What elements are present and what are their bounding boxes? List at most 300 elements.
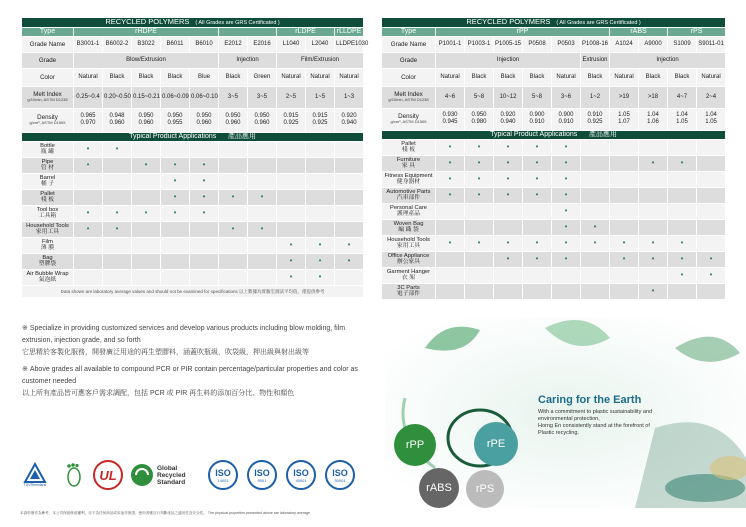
iso-50001-logo-icon: ISO 50001 xyxy=(323,459,357,491)
colors-cell: Black xyxy=(103,68,132,86)
footprint-logo-icon xyxy=(62,461,86,489)
melt-cell: 10~12 xyxy=(494,86,523,108)
application-mark xyxy=(248,237,277,253)
density-cell: 0.915 0.925 xyxy=(306,108,335,132)
application-mark xyxy=(335,237,364,253)
grade-group: Film/Extrusion xyxy=(277,52,364,68)
application-row xyxy=(382,267,726,283)
application-mark xyxy=(248,269,277,285)
density-label: Density g/cm³, ASTM D1505 xyxy=(22,108,74,132)
application-mark xyxy=(161,253,190,269)
application-mark xyxy=(465,283,494,299)
application-mark xyxy=(697,283,726,299)
melt-cell: 1~5 xyxy=(306,86,335,108)
application-mark xyxy=(277,253,306,269)
rpp-circle: rPP xyxy=(394,424,436,466)
application-mark xyxy=(436,155,465,171)
application-mark xyxy=(668,283,697,299)
application-mark xyxy=(306,269,335,285)
application-mark xyxy=(161,141,190,157)
density-cell: 0.950 0.960 xyxy=(219,108,248,132)
bullet-dot-icon: • xyxy=(506,254,510,264)
application-mark xyxy=(103,205,132,221)
application-mark xyxy=(552,235,581,251)
bullet-dot-icon: • xyxy=(535,174,539,184)
application-mark xyxy=(161,269,190,285)
bullet-dot-icon: • xyxy=(231,224,235,234)
density-cell: 1.05 1.07 xyxy=(610,108,639,130)
application-mark xyxy=(668,155,697,171)
grs-logo-icon: Global Recycled Standard xyxy=(130,462,200,488)
melt-index-label: Melt Index g/10min, ASTM D1238 xyxy=(22,86,74,108)
application-mark xyxy=(581,187,610,203)
bullet-dot-icon: • xyxy=(477,238,481,248)
application-mark xyxy=(306,157,335,173)
application-row xyxy=(382,139,726,155)
bullet-dot-icon: • xyxy=(506,238,510,248)
bullet-dot-icon: • xyxy=(289,256,293,266)
application-mark xyxy=(161,237,190,253)
application-mark xyxy=(103,221,132,237)
bullet-dot-icon: • xyxy=(144,208,148,218)
bullet-dot-icon: • xyxy=(260,224,264,234)
grades-cell: L2040 xyxy=(306,36,335,52)
melt-cell: 0.15~0.21 xyxy=(132,86,161,108)
application-mark xyxy=(74,269,103,285)
application-mark xyxy=(277,237,306,253)
bullet-dot-icon: • xyxy=(173,176,177,186)
density-cell: 0.920 0.940 xyxy=(335,108,364,132)
bullet-dot-icon: • xyxy=(477,174,481,184)
grade-group: Injection xyxy=(219,52,277,68)
application-mark xyxy=(697,219,726,235)
application-mark xyxy=(306,221,335,237)
application-mark xyxy=(697,171,726,187)
rpe-circle: rPE xyxy=(474,422,518,466)
bullet-dot-icon: • xyxy=(564,142,568,152)
application-mark xyxy=(639,267,668,283)
application-row xyxy=(382,187,726,203)
application-mark xyxy=(523,235,552,251)
iso-14001-logo-icon: ISO 14001 xyxy=(206,459,240,491)
application-mark xyxy=(639,219,668,235)
type-rhdpe: rHDPE xyxy=(74,27,219,36)
application-mark xyxy=(581,219,610,235)
application-label: Automotive Parts 汽車部件 xyxy=(382,187,436,203)
bullet-dot-icon: • xyxy=(448,158,452,168)
application-mark xyxy=(132,221,161,237)
application-label: Tool box 工具箱 xyxy=(22,205,74,221)
application-mark xyxy=(465,251,494,267)
application-mark xyxy=(610,203,639,219)
application-mark xyxy=(581,203,610,219)
bullet-dot-icon: • xyxy=(115,144,119,154)
application-label: Bottle 瓶 罐 xyxy=(22,141,74,157)
bullet-dot-icon: • xyxy=(448,190,452,200)
bullet-dot-icon: • xyxy=(506,190,510,200)
application-mark xyxy=(494,283,523,299)
grades-cell: S9011-01 xyxy=(697,36,726,52)
certification-logos xyxy=(0,456,385,494)
colors-cell: Black xyxy=(494,68,523,86)
bullet-dot-icon: • xyxy=(622,238,626,248)
grade-name-label: Grade Name xyxy=(22,36,74,52)
type-rps: rPS xyxy=(668,27,726,36)
melt-cell: 0.25~0.4 xyxy=(74,86,103,108)
type-rabs: rABS xyxy=(610,27,668,36)
application-mark xyxy=(552,155,581,171)
left-spec-table xyxy=(21,17,369,298)
bullet-dot-icon: • xyxy=(680,158,684,168)
application-mark xyxy=(190,205,219,221)
application-mark xyxy=(552,203,581,219)
bullet-dot-icon: • xyxy=(651,286,655,296)
iso-9001-logo-icon: ISO 9001 xyxy=(245,459,279,491)
grade-group: Blow/Extrusion xyxy=(74,52,219,68)
grades-cell: B3001-1 xyxy=(74,36,103,52)
application-mark xyxy=(552,139,581,155)
bullet-dot-icon: • xyxy=(448,142,452,152)
bullet-dot-icon: • xyxy=(709,270,713,280)
application-mark xyxy=(190,269,219,285)
application-mark xyxy=(103,237,132,253)
bullet-dot-icon: • xyxy=(535,238,539,248)
application-row xyxy=(382,283,726,299)
bullet-dot-icon: • xyxy=(202,208,206,218)
colors-cell: Black xyxy=(523,68,552,86)
density-cell: 0.950 0.960 xyxy=(190,108,219,132)
density-cell: 0.965 0.970 xyxy=(74,108,103,132)
bullet-dot-icon: • xyxy=(535,190,539,200)
bullet-dot-icon: • xyxy=(202,176,206,186)
application-mark xyxy=(74,221,103,237)
application-mark xyxy=(581,139,610,155)
application-mark xyxy=(74,157,103,173)
bullet-dot-icon: • xyxy=(231,192,235,202)
application-label: Pipe 管 材 xyxy=(22,157,74,173)
rabs-circle: rABS xyxy=(419,468,459,508)
application-mark xyxy=(436,139,465,155)
bullet-dot-icon: • xyxy=(680,238,684,248)
iso-45001-logo-icon: ISO 45001 xyxy=(284,459,318,491)
application-mark xyxy=(552,219,581,235)
bullet-dot-icon: • xyxy=(347,240,351,250)
application-label: Fitness Equipment 健身器材 xyxy=(382,171,436,187)
application-row xyxy=(22,173,364,189)
application-mark xyxy=(610,251,639,267)
application-mark xyxy=(697,267,726,283)
application-mark xyxy=(494,155,523,171)
density-cell: 1.04 1.05 xyxy=(668,108,697,130)
application-mark xyxy=(103,253,132,269)
bullet-dot-icon: • xyxy=(448,174,452,184)
density-cell: 1.04 1.05 xyxy=(697,108,726,130)
density-cell: 0.910 0.925 xyxy=(581,108,610,130)
application-row xyxy=(382,203,726,219)
type-rlldpe: rLLDPE xyxy=(335,27,364,36)
application-mark xyxy=(277,269,306,285)
application-mark xyxy=(668,187,697,203)
bullet-dot-icon: • xyxy=(318,240,322,250)
application-mark xyxy=(610,171,639,187)
application-mark xyxy=(248,173,277,189)
grade-group: Injection xyxy=(610,52,726,68)
application-mark xyxy=(161,189,190,205)
bullet-dot-icon: • xyxy=(115,208,119,218)
application-mark xyxy=(436,267,465,283)
application-mark xyxy=(668,203,697,219)
colors-cell: Black xyxy=(132,68,161,86)
bullet-dot-icon: • xyxy=(86,160,90,170)
bullet-dot-icon: • xyxy=(289,272,293,282)
melt-cell: 5~8 xyxy=(523,86,552,108)
bullet-dot-icon: • xyxy=(651,254,655,264)
melt-cell: 0.06~0.10 xyxy=(190,86,219,108)
application-mark xyxy=(132,157,161,173)
application-mark xyxy=(494,267,523,283)
grades-cell: A9000 xyxy=(639,36,668,52)
application-mark xyxy=(161,221,190,237)
application-label: Air Bubble Wrap 氣泡紙 xyxy=(22,269,74,285)
caring-body: environmental protection, xyxy=(538,416,600,422)
grade-label: Grade xyxy=(382,52,436,68)
application-mark xyxy=(132,253,161,269)
application-row xyxy=(382,251,726,267)
application-mark xyxy=(668,171,697,187)
application-mark xyxy=(668,267,697,283)
melt-cell: 4~7 xyxy=(668,86,697,108)
application-mark xyxy=(523,171,552,187)
application-mark xyxy=(335,253,364,269)
application-mark xyxy=(639,171,668,187)
grade-group: Extrusion xyxy=(581,52,610,68)
grades-cell: P0508 xyxy=(523,36,552,52)
application-mark xyxy=(335,189,364,205)
application-row xyxy=(22,237,364,253)
application-mark xyxy=(639,187,668,203)
paragraph-compound: ※ Above grades all available to compound PCR or PIR contain percentage/particular properties and color as customer needed 以上所有產品皆可應客戶需求調配，包括 PCR 或 PIR 再生料的添加百分比、物性和顏色 xyxy=(22,366,358,397)
application-mark xyxy=(103,141,132,157)
bullet-dot-icon: • xyxy=(260,192,264,202)
application-mark xyxy=(190,221,219,237)
application-mark xyxy=(161,205,190,221)
application-mark xyxy=(248,221,277,237)
application-mark xyxy=(277,205,306,221)
application-mark xyxy=(610,155,639,171)
melt-cell: >18 xyxy=(639,86,668,108)
application-mark xyxy=(335,173,364,189)
color-label: Color xyxy=(22,68,74,86)
bullet-dot-icon: • xyxy=(173,208,177,218)
grades-cell: LLDPE1030 xyxy=(335,36,364,52)
colors-cell: Natural xyxy=(335,68,364,86)
application-mark xyxy=(103,189,132,205)
colors-cell: Green xyxy=(248,68,277,86)
application-mark xyxy=(523,219,552,235)
application-mark xyxy=(610,219,639,235)
bullet-dot-icon: • xyxy=(564,190,568,200)
melt-cell: 5~8 xyxy=(465,86,494,108)
colors-cell: Black xyxy=(219,68,248,86)
application-mark xyxy=(668,219,697,235)
grades-cell: B3022 xyxy=(132,36,161,52)
bullet-dot-icon: • xyxy=(680,270,684,280)
application-mark xyxy=(465,171,494,187)
application-mark xyxy=(335,269,364,285)
application-mark xyxy=(74,141,103,157)
density-cell: 0.950 0.955 xyxy=(161,108,190,132)
application-mark xyxy=(523,251,552,267)
application-label: 3C Parts 電子部件 xyxy=(382,283,436,299)
grades-cell: B6010 xyxy=(190,36,219,52)
bullet-dot-icon: • xyxy=(173,160,177,170)
caring-body: With a commitment to plastic sustainability and xyxy=(538,409,653,415)
density-cell: 0.900 0.910 xyxy=(552,108,581,130)
density-cell: 0.950 0.980 xyxy=(465,108,494,130)
bullet-dot-icon: • xyxy=(86,144,90,154)
grades-cell: P1001-1 xyxy=(436,36,465,52)
right-table-title: RECYCLED POLYMERS ( All Grades are GRS Certificated ) xyxy=(382,18,726,28)
caring-block xyxy=(538,394,728,437)
bullet-dot-icon: • xyxy=(564,254,568,264)
application-mark xyxy=(248,141,277,157)
application-mark xyxy=(697,187,726,203)
density-cell: 0.930 0.945 xyxy=(436,108,465,130)
application-mark xyxy=(190,253,219,269)
colors-cell: Natural xyxy=(74,68,103,86)
application-mark xyxy=(494,219,523,235)
bullet-dot-icon: • xyxy=(202,160,206,170)
application-mark xyxy=(436,187,465,203)
application-mark xyxy=(219,173,248,189)
application-mark xyxy=(552,283,581,299)
melt-cell: 2~5 xyxy=(277,86,306,108)
application-mark xyxy=(610,283,639,299)
application-mark xyxy=(436,235,465,251)
application-row xyxy=(22,269,364,285)
grades-cell: E2012 xyxy=(219,36,248,52)
application-mark xyxy=(436,251,465,267)
application-mark xyxy=(103,173,132,189)
application-row xyxy=(22,205,364,221)
bullet-dot-icon: • xyxy=(651,158,655,168)
application-mark xyxy=(581,171,610,187)
application-mark xyxy=(277,189,306,205)
application-mark xyxy=(494,203,523,219)
application-mark xyxy=(465,203,494,219)
type-rpp: rPP xyxy=(436,27,610,36)
application-mark xyxy=(581,235,610,251)
application-mark xyxy=(161,157,190,173)
application-row xyxy=(22,221,364,237)
bullet-dot-icon: • xyxy=(535,142,539,152)
bullet-dot-icon: • xyxy=(318,256,322,266)
melt-cell: 3~5 xyxy=(248,86,277,108)
application-mark xyxy=(523,139,552,155)
colors-cell: Black xyxy=(668,68,697,86)
application-mark xyxy=(523,203,552,219)
application-mark xyxy=(465,267,494,283)
bullet-dot-icon: • xyxy=(173,192,177,202)
application-mark xyxy=(523,155,552,171)
application-mark xyxy=(697,155,726,171)
melt-cell: 3~5 xyxy=(219,86,248,108)
application-mark xyxy=(103,157,132,173)
type-label: Type xyxy=(382,27,436,36)
application-mark xyxy=(219,157,248,173)
application-mark xyxy=(494,187,523,203)
application-mark xyxy=(436,203,465,219)
application-mark xyxy=(219,205,248,221)
application-mark xyxy=(668,251,697,267)
bullet-dot-icon: • xyxy=(202,192,206,202)
application-label: Bag 塑膠袋 xyxy=(22,253,74,269)
bullet-dot-icon: • xyxy=(289,240,293,250)
bullet-dot-icon: • xyxy=(86,208,90,218)
application-mark xyxy=(552,251,581,267)
application-mark xyxy=(465,235,494,251)
grade-label: Grade xyxy=(22,52,74,68)
grades-cell: P0503 xyxy=(552,36,581,52)
application-mark xyxy=(306,173,335,189)
application-mark xyxy=(248,205,277,221)
application-mark xyxy=(219,221,248,237)
application-mark xyxy=(465,187,494,203)
bullet-dot-icon: • xyxy=(86,224,90,234)
application-mark xyxy=(523,187,552,203)
application-mark xyxy=(277,141,306,157)
grades-cell: P1005-15 xyxy=(494,36,523,52)
application-row xyxy=(22,157,364,173)
melt-cell: 3~6 xyxy=(552,86,581,108)
grades-cell: S1009 xyxy=(668,36,697,52)
application-label: Barrel 桶 子 xyxy=(22,173,74,189)
bullet-dot-icon: • xyxy=(448,238,452,248)
application-mark xyxy=(639,155,668,171)
application-mark xyxy=(335,157,364,173)
colors-cell: Natural xyxy=(697,68,726,86)
application-mark xyxy=(219,189,248,205)
bullet-dot-icon: • xyxy=(477,190,481,200)
density-cell: 0.920 0.940 xyxy=(494,108,523,130)
application-label: Pallet 棧 板 xyxy=(22,189,74,205)
density-cell: 0.915 0.925 xyxy=(277,108,306,132)
bullet-dot-icon: • xyxy=(506,174,510,184)
bullet-dot-icon: • xyxy=(318,272,322,282)
application-mark xyxy=(668,235,697,251)
bullet-dot-icon: • xyxy=(680,254,684,264)
colors-cell: Natural xyxy=(552,68,581,86)
application-mark xyxy=(132,269,161,285)
grade-name-label: Grade Name xyxy=(382,36,436,52)
application-mark xyxy=(248,253,277,269)
colors-cell: Natural xyxy=(436,68,465,86)
application-mark xyxy=(132,141,161,157)
application-mark xyxy=(494,235,523,251)
application-mark xyxy=(219,253,248,269)
density-cell: 0.950 0.960 xyxy=(132,108,161,132)
color-label: Color xyxy=(382,68,436,86)
application-label: Office Appliance 辦公家具 xyxy=(382,251,436,267)
application-mark xyxy=(306,205,335,221)
grade-group: Injection xyxy=(436,52,581,68)
applications-header: Typical Product Applications 產品應用 xyxy=(382,130,726,139)
colors-cell: Natural xyxy=(277,68,306,86)
application-mark xyxy=(494,251,523,267)
application-mark xyxy=(697,203,726,219)
application-mark xyxy=(436,219,465,235)
application-mark xyxy=(552,187,581,203)
